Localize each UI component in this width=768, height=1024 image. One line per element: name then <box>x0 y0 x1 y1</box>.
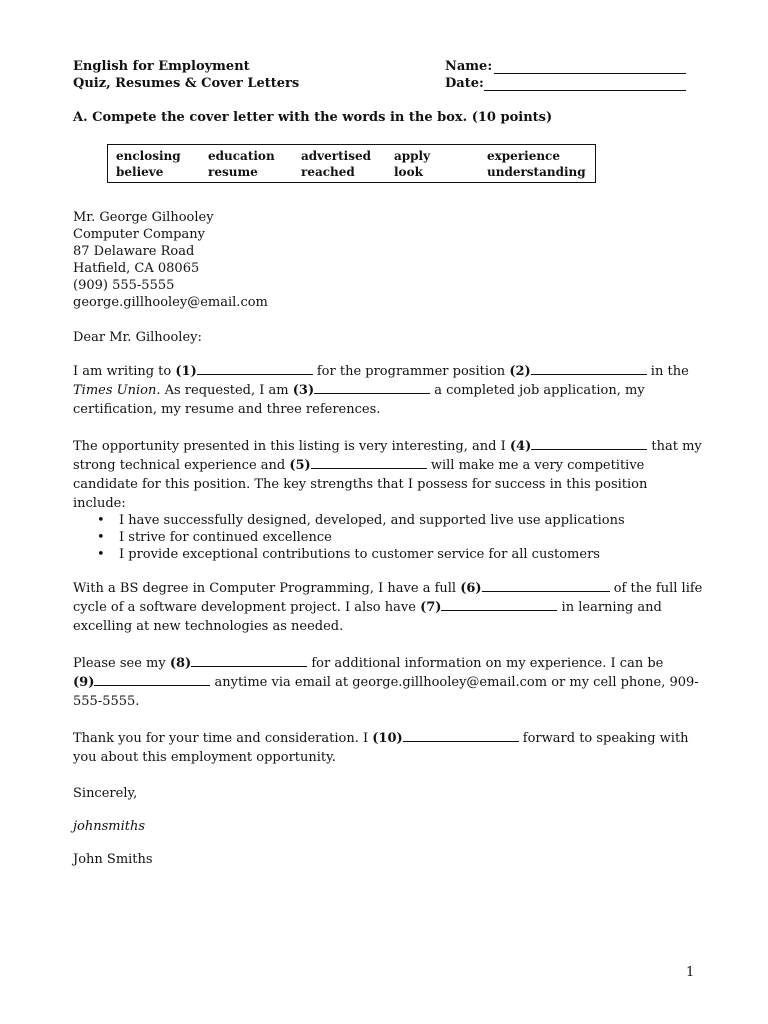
blank-3[interactable] <box>314 382 430 394</box>
word-apply: apply <box>394 149 431 163</box>
recipient-email: george.gillhooley@email.com <box>73 295 268 310</box>
quiz-subtitle: Quiz, Resumes & Cover Letters <box>73 76 300 91</box>
instructions: A. Compete the cover letter with the words in the box. (10 points) <box>73 110 553 125</box>
list-item: • I have successfully designed, developed, and supported live use applications <box>73 512 625 529</box>
paragraph-1: I am writing to (1) for the programmer position (2) in the Times Union. As requested, I am (3) a completed job application, my certification, my resume and three references. <box>73 364 689 417</box>
paragraph-4: Please see my (8) for additional information on my experience. I can be (9) anytime via email at george.gillhooley@email.com or my cell phone, 909-555-5555. <box>73 656 699 709</box>
paragraph-2: The opportunity presented in this listing is very interesting, and I (4) that my strong technical experience and (5) will make me a very competitive candidate for this position. The key strengths that I possess for success in this position include: <box>73 439 702 511</box>
page-number: 1 <box>686 965 695 980</box>
signer-name: John Smiths <box>73 852 153 867</box>
strengths-list <box>73 512 625 563</box>
signature: johnsmiths <box>73 819 146 834</box>
word-experience: experience <box>487 149 560 163</box>
word-education: education <box>208 149 275 163</box>
blank-number-5: (5) <box>289 458 311 473</box>
course-title: English for Employment <box>73 59 250 74</box>
word-enclosing: enclosing <box>116 149 181 163</box>
closing: Sincerely, <box>73 786 138 801</box>
paragraph-5: Thank you for your time and consideration. I (10) forward to speaking with you about this employment opportunity. <box>73 731 689 765</box>
blank-number-8: (8) <box>169 656 192 671</box>
list-item: • I strive for continued excellence <box>73 529 625 546</box>
blank-number-3: (3) <box>292 383 315 398</box>
blank-number-7: (7) <box>420 600 442 615</box>
blank-number-1: (1) <box>175 364 197 379</box>
recipient-name: Mr. George Gilhooley <box>73 210 214 225</box>
blank-number-10: (10) <box>372 731 403 746</box>
name-field[interactable] <box>494 59 686 74</box>
date-field[interactable] <box>484 76 686 91</box>
blank-number-6: (6) <box>460 581 482 596</box>
recipient-city: Hatfield, CA 08065 <box>73 261 200 276</box>
blank-1[interactable] <box>197 363 313 375</box>
date-label: Date: <box>445 76 484 91</box>
word-believe: believe <box>116 165 164 179</box>
name-label: Name: <box>445 59 493 74</box>
list-item: • I provide exceptional contributions to customer service for all customers <box>73 546 625 563</box>
word-understanding: understanding <box>487 165 586 179</box>
blank-number-4: (4) <box>509 439 532 454</box>
blank-number-2: (2) <box>509 364 531 379</box>
recipient-company: Computer Company <box>73 227 205 242</box>
word-resume: resume <box>208 165 258 179</box>
blank-8[interactable] <box>191 655 307 667</box>
word-box <box>107 144 596 183</box>
paragraph-3: With a BS degree in Computer Programming, I have a full (6) of the full life cycle of a software development project. I also have (7) in learning and excelling at new technologies as needed. <box>73 581 703 634</box>
blank-4[interactable] <box>531 438 647 450</box>
recipient-phone: (909) 555-5555 <box>73 278 175 293</box>
blank-2[interactable] <box>531 363 647 375</box>
salutation: Dear Mr. Gilhooley: <box>73 330 202 345</box>
recipient-street: 87 Delaware Road <box>73 244 195 259</box>
word-advertised: advertised <box>301 149 371 163</box>
blank-7[interactable] <box>441 599 557 611</box>
blank-number-9: (9) <box>73 675 95 690</box>
word-reached: reached <box>301 165 355 179</box>
blank-5[interactable] <box>311 457 427 469</box>
blank-9[interactable] <box>94 674 210 686</box>
blank-10[interactable] <box>403 730 519 742</box>
blank-6[interactable] <box>482 580 610 592</box>
word-look: look <box>394 165 423 179</box>
